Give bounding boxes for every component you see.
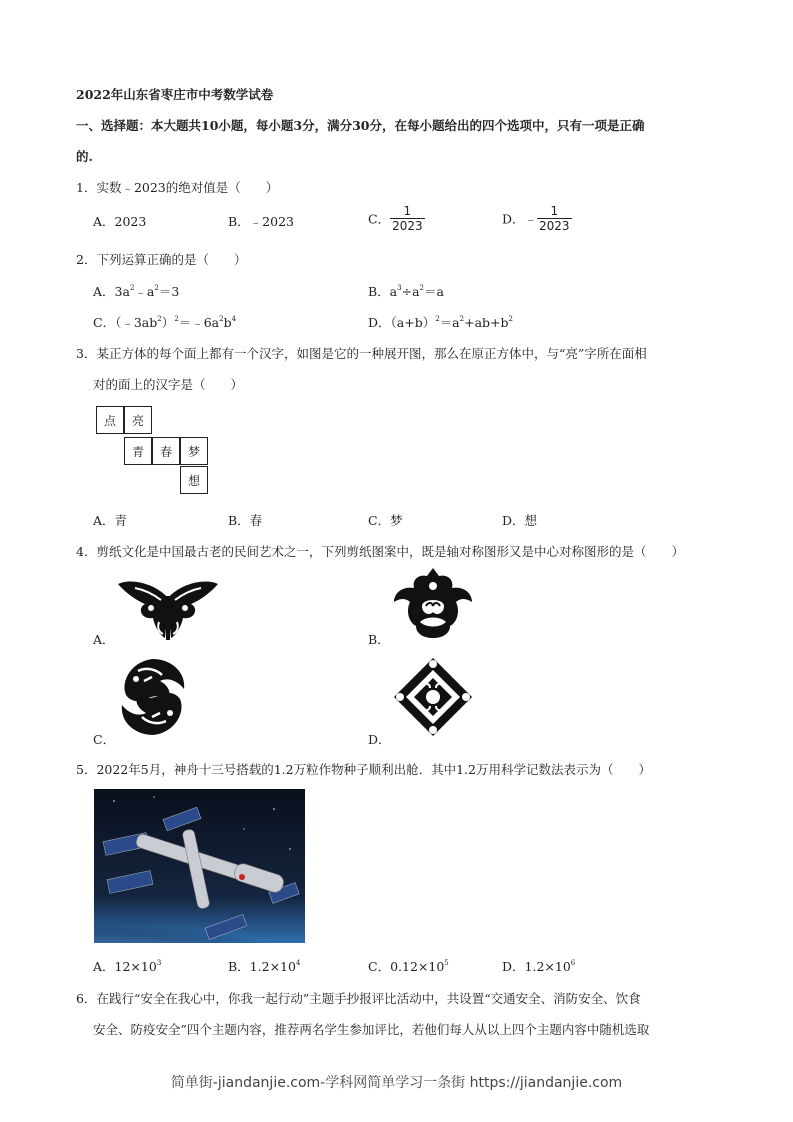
question-6-stem-cont: 安全、防疫安全”四个主题内容，推荐两名学生参加评比，若他们每人从以上四个主题内容中随机选取 bbox=[93, 1022, 650, 1037]
ornament-paper-cut-icon bbox=[392, 566, 474, 640]
question-5-stem: 5．2022年5月，神舟十三号搭载的1.2万粒作物种子顺利出舱．其中1.2万用科学记数法表示为（ ） bbox=[76, 762, 651, 777]
space-station-photo-icon bbox=[94, 789, 305, 943]
q5-option-c: C．$0.12\times 10^5$ bbox=[368, 959, 449, 974]
q4-option-c: C． bbox=[93, 732, 116, 747]
section-heading: 一、选择题：本大题共10小题，每小题3分，满分30分，在每小题给出的四个选项中，只有一项是正确 bbox=[76, 118, 645, 133]
q3-option-b: B．春 bbox=[228, 513, 263, 528]
diamond-ornament-paper-cut-icon bbox=[392, 656, 474, 738]
question-3-stem: 3．某正方体的每个面上都有一个汉字，如图是它的一种展开图，那么在原正方体中，与“亮”字所在面相 bbox=[76, 346, 647, 361]
q4-option-d: D． bbox=[368, 732, 391, 747]
cube-face: 想 bbox=[180, 466, 208, 494]
q2-option-d: D．$(a+b)^2=a^2+ab+b^2$ bbox=[368, 315, 513, 330]
q1-option-c: C． $\frac{1}{2023}$ bbox=[368, 204, 423, 233]
q4-option-b: B． bbox=[368, 632, 390, 647]
section-heading-cont: 的. bbox=[76, 149, 93, 164]
q2-option-a: A．$3a^2﹣a^2=3$ bbox=[93, 284, 180, 299]
butterfly-paper-cut-icon bbox=[115, 578, 221, 644]
footer-watermark: 简单街-jiandanjie.com-学科网简单学习一条街 https://jiandanjie.com bbox=[170, 1075, 623, 1091]
cube-face: 点 bbox=[96, 406, 124, 434]
q2-option-c: C．$(﹣3ab^2)^2=﹣6a^2b^4$ bbox=[93, 315, 237, 330]
cube-face: 青 bbox=[124, 437, 152, 465]
question-4-stem: 4．剪纸文化是中国最古老的民间艺术之一，下列剪纸图案中，既是轴对称图形又是中心对称图形的是（ ） bbox=[76, 544, 684, 559]
phoenix-paper-cut-icon bbox=[116, 655, 190, 739]
cube-face: 亮 bbox=[124, 406, 152, 434]
q3-option-c: C．梦 bbox=[368, 513, 403, 528]
cube-face: 梦 bbox=[180, 437, 208, 465]
q1-option-d: D．﹣ $\frac{1}{2023}$ bbox=[502, 204, 570, 233]
question-3-stem-cont: 对的面上的汉字是（ ） bbox=[93, 377, 244, 392]
question-1-stem: 1．实数﹣2023的绝对值是（ ） bbox=[76, 180, 279, 195]
q3-option-d: D．想 bbox=[502, 513, 538, 528]
q5-option-d: D．$1.2\times 10^6$ bbox=[502, 959, 576, 974]
q2-option-b: B．$a^3\div a^2=a$ bbox=[368, 284, 444, 299]
page-title: 2022年山东省枣庄市中考数学试卷 bbox=[76, 87, 274, 102]
q1-option-b: B．﹣2023 bbox=[228, 214, 294, 229]
question-2-stem: 2．下列运算正确的是（ ） bbox=[76, 252, 247, 267]
cube-face: 春 bbox=[152, 437, 180, 465]
question-6-stem: 6．在践行“安全在我心中，你我一起行动”主题手抄报评比活动中，共设置“交通安全、消防安全、饮食 bbox=[76, 991, 641, 1006]
q1-option-a: A．2023 bbox=[93, 214, 147, 229]
q5-option-a: A．$12\times 10^3$ bbox=[93, 959, 162, 974]
q5-option-b: B．$1.2\times 10^4$ bbox=[228, 959, 301, 974]
q3-option-a: A．青 bbox=[93, 513, 128, 528]
q4-option-a: A． bbox=[93, 632, 115, 647]
